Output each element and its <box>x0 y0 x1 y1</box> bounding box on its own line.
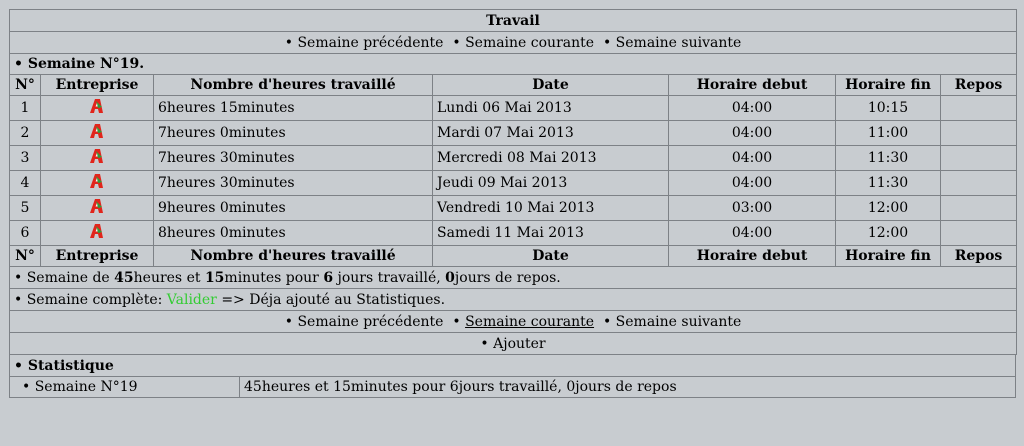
bullet: • <box>14 269 23 286</box>
company-cell <box>41 121 154 146</box>
hours-cell: 7heures 30minutes <box>154 171 433 196</box>
bullet: • <box>284 34 294 51</box>
summary-minutes: 15 <box>204 269 225 286</box>
start-cell: 04:00 <box>669 96 836 121</box>
current-week-link[interactable]: Semaine courante <box>465 34 595 51</box>
company-cell <box>41 96 154 121</box>
auchan-logo-icon <box>86 172 108 194</box>
bullet: • <box>452 313 461 330</box>
rest-cell <box>941 96 1017 121</box>
start-cell: 04:00 <box>669 121 836 146</box>
row-number: 3 <box>10 146 41 171</box>
company-cell <box>41 146 154 171</box>
week-complete <box>10 289 1017 311</box>
rest-cell <box>941 146 1017 171</box>
summary-rest-text: jours de repos. <box>454 269 561 286</box>
col-header: N° <box>10 75 41 96</box>
statistics-title-cell <box>10 355 1016 377</box>
bullet: • <box>284 313 294 330</box>
prev-week-link[interactable]: Semaine précédente <box>297 34 444 51</box>
table-row <box>10 171 1017 196</box>
company-cell <box>41 196 154 221</box>
rest-cell <box>941 221 1017 246</box>
date-cell: Mercredi 08 Mai 2013 <box>433 146 669 171</box>
end-cell: 11:30 <box>836 171 941 196</box>
auchan-logo-icon <box>86 222 108 244</box>
row-number: 5 <box>10 196 41 221</box>
start-cell: 03:00 <box>669 196 836 221</box>
date-cell: Jeudi 09 Mai 2013 <box>433 171 669 196</box>
statistics-table <box>9 355 1016 398</box>
col-header: Nombre d'heures travaillé <box>154 75 433 96</box>
row-number: 6 <box>10 221 41 246</box>
col-header: Nombre d'heures travaillé <box>154 246 433 267</box>
bullet: • <box>22 379 31 395</box>
auchan-logo-icon <box>86 97 108 119</box>
next-week-link[interactable]: Semaine suivante <box>615 313 742 330</box>
bullet: • <box>480 335 489 352</box>
hours-cell: 7heures 30minutes <box>154 146 433 171</box>
date-cell: Lundi 06 Mai 2013 <box>433 96 669 121</box>
end-cell: 11:30 <box>836 146 941 171</box>
bullet: • <box>14 291 23 308</box>
auchan-logo-icon <box>86 197 108 219</box>
bullet: • <box>452 34 461 51</box>
col-header: Date <box>433 75 669 96</box>
end-cell: 12:00 <box>836 221 941 246</box>
summary-prefix: Semaine de <box>26 269 115 286</box>
table-row <box>10 121 1017 146</box>
current-week-link[interactable]: Semaine courante <box>465 313 595 330</box>
date-cell: Vendredi 10 Mai 2013 <box>433 196 669 221</box>
rest-cell <box>941 196 1017 221</box>
col-header: Horaire fin <box>836 75 941 96</box>
week-label-cell <box>10 54 1017 75</box>
col-header: Date <box>433 246 669 267</box>
row-number: 4 <box>10 171 41 196</box>
table-row <box>10 146 1017 171</box>
company-cell <box>41 171 154 196</box>
work-table <box>9 9 1017 355</box>
start-cell: 04:00 <box>669 146 836 171</box>
bullet: • <box>14 357 23 374</box>
bullet: • <box>602 313 612 330</box>
company-cell <box>41 221 154 246</box>
complete-suffix: => Déja ajouté au Statistiques. <box>216 291 446 308</box>
hours-cell: 8heures 0minutes <box>154 221 433 246</box>
col-header: N° <box>10 246 41 267</box>
end-cell: 12:00 <box>836 196 941 221</box>
week-summary <box>10 267 1017 289</box>
col-header: Entreprise <box>41 75 154 96</box>
rest-cell <box>941 171 1017 196</box>
col-header: Horaire debut <box>669 246 836 267</box>
add-cell <box>10 333 1017 355</box>
statistics-title: Statistique <box>27 357 114 374</box>
table-row <box>10 196 1017 221</box>
row-number: 1 <box>10 96 41 121</box>
hours-cell: 9heures 0minutes <box>154 196 433 221</box>
week-nav-bottom <box>10 311 1017 333</box>
auchan-logo-icon <box>86 122 108 144</box>
end-cell: 11:00 <box>836 121 941 146</box>
hours-cell: 6heures 15minutes <box>154 96 433 121</box>
hours-cell: 7heures 0minutes <box>154 121 433 146</box>
end-cell: 10:15 <box>836 96 941 121</box>
week-label: Semaine N°19. <box>27 56 145 72</box>
bullet: • <box>602 34 612 51</box>
col-header: Repos <box>941 246 1017 267</box>
table-row <box>10 221 1017 246</box>
col-header: Horaire debut <box>669 75 836 96</box>
start-cell: 04:00 <box>669 221 836 246</box>
summary-hours: 45 <box>114 269 134 286</box>
summary-days: 6 <box>323 269 334 286</box>
week-nav-top <box>10 32 1017 54</box>
col-header: Repos <box>941 75 1017 96</box>
rest-cell <box>941 121 1017 146</box>
start-cell: 04:00 <box>669 171 836 196</box>
add-button[interactable]: Ajouter <box>493 335 546 352</box>
table-row <box>10 96 1017 121</box>
bullet: • <box>14 56 23 72</box>
travail-panel <box>9 9 1016 398</box>
next-week-link[interactable]: Semaine suivante <box>615 34 742 51</box>
date-cell: Mardi 07 Mai 2013 <box>433 121 669 146</box>
row-number: 2 <box>10 121 41 146</box>
valider-link[interactable]: Valider <box>166 291 217 308</box>
summary-minutes-text: minutes pour <box>224 269 324 286</box>
prev-week-link[interactable]: Semaine précédente <box>297 313 444 330</box>
auchan-logo-icon <box>86 147 108 169</box>
col-header: Horaire fin <box>836 246 941 267</box>
col-header: Entreprise <box>41 246 154 267</box>
summary-days-text: jours travaillé, <box>333 269 446 286</box>
stat-text: 45heures et 15minutes pour 6jours travaillé, 0jours de repos <box>240 377 1016 398</box>
stat-week: Semaine N°19 <box>34 379 138 395</box>
summary-rest: 0 <box>445 269 455 286</box>
complete-prefix: Semaine complète: <box>26 291 167 308</box>
summary-hours-text: heures et <box>133 269 205 286</box>
date-cell: Samedi 11 Mai 2013 <box>433 221 669 246</box>
page-title: Travail <box>10 10 1017 32</box>
stat-week-cell <box>10 377 240 398</box>
